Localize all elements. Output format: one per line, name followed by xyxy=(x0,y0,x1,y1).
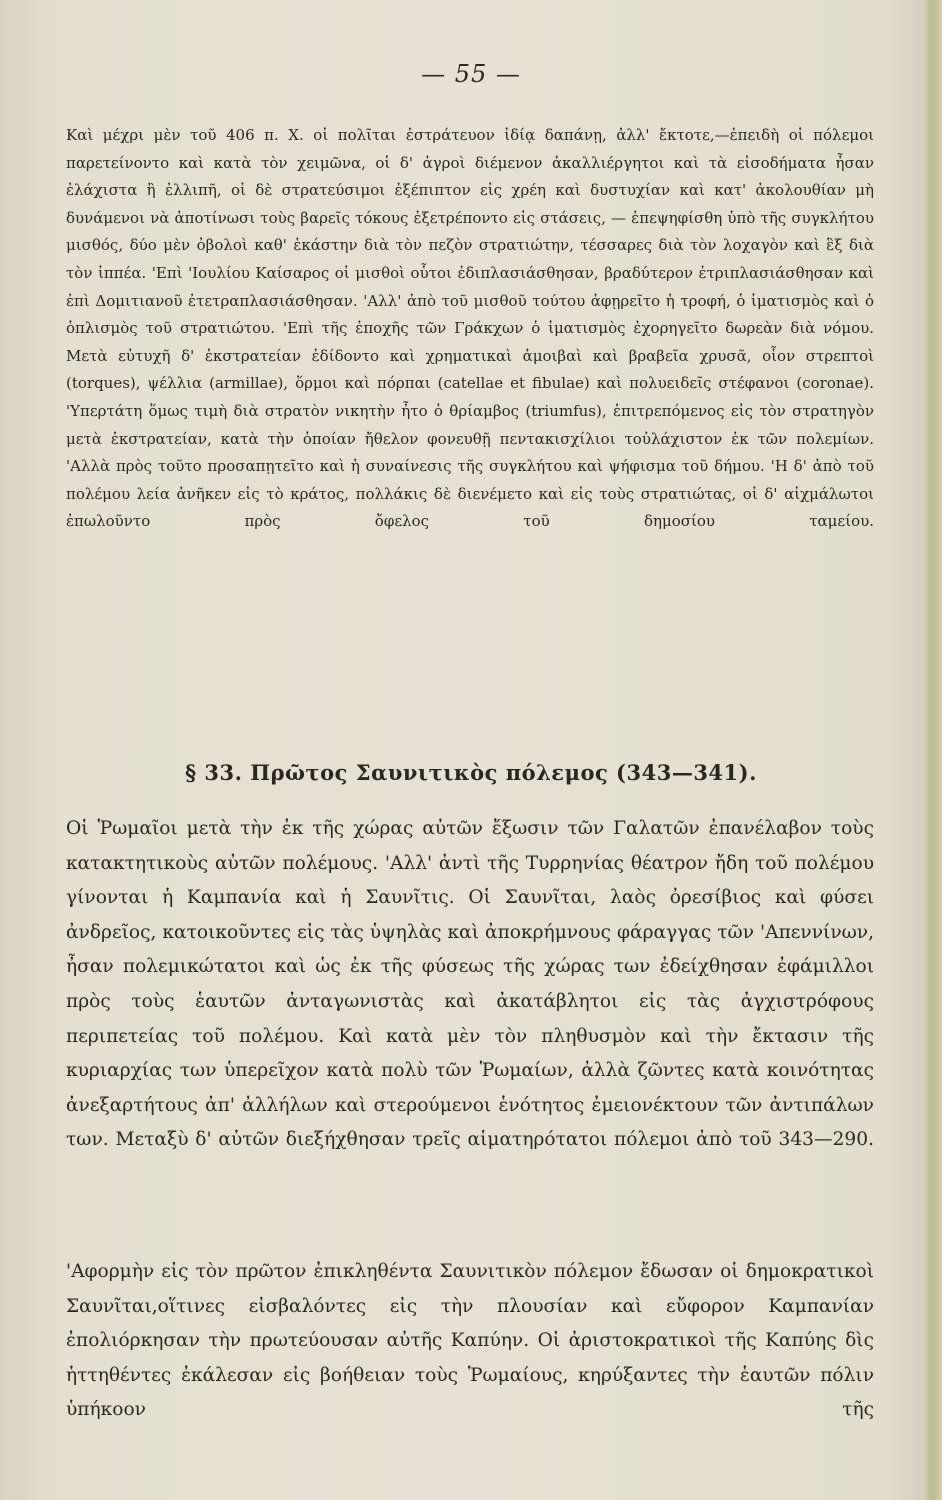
section-heading: § 33. Πρῶτος Σαυνιτικὸς πόλεμος (343—341). xyxy=(185,760,757,785)
paragraph-soldier-pay: Καὶ μέχρι μὲν τοῦ 406 π. Χ. οἱ πολῖται ἐστράτευον ἰδίᾳ δαπάνῃ, ἀλλ' ἔκτοτε,—ἐπειδὴ οἱ πόλεμοι παρετείνοντο καὶ κατὰ τὸν χειμῶνα, οἱ δ' ἀγροὶ διέμενον ἀκαλλιέργητοι καὶ τὰ εἰσοδήματα ἦσαν ἐλάχιστα ἢ ἐλλιπῆ, οἱ δὲ στρατεύσιμοι ἐξέπιπτον εἰς χρέη καὶ δυστυχίαν καὶ κατ' ἀκολουθίαν μὴ δυνάμενοι νὰ ἀποτίνωσι τοὺς βαρεῖς τόκους ἐξετρέποντο εἰς στάσεις, — ἐπεψηφίσθη ὑπὸ τῆς συγκλήτου μισθός, δύο μὲν ὀβολοὶ καθ' ἑκάστην διὰ τὸν πεζὸν στρατιώτην, τέσσαρες διὰ τὸν λοχαγὸν καὶ ἓξ διὰ τὸν ἱππέα. 'Επὶ 'Ιουλίου Καίσαρος οἱ μισθοὶ οὗτοι ἐδιπλασιάσθησαν, βραδύτερον ἐτριπλασιάσθησαν καὶ ἐπὶ Δομιτιανοῦ ἐτετραπλασιάσθησαν. 'Αλλ' ἀπὸ τοῦ μισθοῦ τούτου ἀφῃρεῖτο ἡ τροφή, ὁ ἱματισμὸς καὶ ὁ ὁπλισμὸς τοῦ στρατιώτου. 'Επὶ τῆς ἐποχῆς τῶν Γράκχων ὁ ἱματισμὸς ἐχορηγεῖτο δωρεὰν διὰ νόμου. Μετὰ εὐτυχῆ δ' ἐκστρατείαν ἐδίδοντο καὶ χρηματικαὶ ἀμοιβαὶ καὶ βραβεῖα χρυσᾶ, οἷον στρεπτοὶ (torques), ψέλλια (armillae), ὅρμοι καὶ πόρπαι (catellae et fibulae) καὶ πολυειδεῖς στέφανοι (coronae). 'Υπερτάτη ὅμως τιμὴ διὰ στρατὸν νικητὴν ἦτο ὁ θρίαμβος (triumfus), ἐπιτρεπόμενος εἰς τὸν στρατηγὸν μετὰ ἐκστρατείαν, κατὰ τὴν ὁποίαν ἤθελον φονευθῇ πεντακισχίλιοι τοὐλάχιστον ἐκ τῶν πολεμίων. 'Αλλὰ πρὸς τοῦτο προσαπῃτεῖτο καὶ ἡ συναίνεσις τῆς συγκλήτου καὶ ψήφισμα τοῦ δήμου. 'Η δ' ἀπὸ τοῦ πολέμου λεία ἀνῆκεν εἰς τὸ κράτος, πολλάκις δὲ διενέμετο καὶ εἰς τοὺς στρατιώτας, οἱ δ' αἰχμάλωτοι ἐπωλοῦντο πρὸς ὄφελος τοῦ δημοσίου ταμείου. xyxy=(66,126,874,531)
page-binding-edge xyxy=(924,0,942,1500)
page-number: — 55 — xyxy=(421,60,521,88)
paragraph-war-cause: 'Αφορμὴν εἰς τὸν πρῶτον ἐπικληθέντα Σαυνιτικὸν πόλεμον ἔδωσαν οἱ δημοκρατικοὶ Σαυνῖται,οἵτινες εἰσβαλόντες εἰς τὴν πλουσίαν καὶ εὔφορον Καμπανίαν ἐπολιόρκησαν τὴν πρωτεύουσαν αὐτῆς Καπύην. Οἱ ἀριστοκρατικοὶ τῆς Καπύης δὶς ἡττηθέντες ἐκάλεσαν εἰς βοήθειαν τοὺς Ῥωμαίους, κηρύξαντες τὴν ἑαυτῶν πόλιν ὑπήκοον τῆς xyxy=(66,1261,874,1421)
paragraph-samnites-intro: Οἱ Ῥωμαῖοι μετὰ τὴν ἐκ τῆς χώρας αὐτῶν ἔξωσιν τῶν Γαλατῶν ἐπανέλαβον τοὺς κατακτητικοὺς αὐτῶν πολέμους. 'Αλλ' ἀντὶ τῆς Τυρρηνίας θέατρον ἤδη τοῦ πολέμου γίνονται ἡ Καμπανία καὶ ἡ Σαυνῖτις. Οἱ Σαυνῖται, λαὸς ὀρεσίβιος καὶ φύσει ἀνδρεῖος, κατοικοῦντες εἰς τὰς ὑψηλὰς καὶ ἀποκρήμνους φάραγγας τῶν 'Απεννίνων, ἦσαν πολεμικώτατοι καὶ ὡς ἐκ τῆς φύσεως τῆς χώρας των ἐδείχθησαν ἐφάμιλλοι πρὸς τοὺς ἑαυτῶν ἀνταγωνιστὰς καὶ ἀκατάβλητοι εἰς τὰς ἀγχιστρόφους περιπετείας τοῦ πολέμου. Καὶ κατὰ μὲν τὸν πληθυσμὸν καὶ τὴν ἔκτασιν τῆς κυριαρχίας των ὑπερεῖχον κατὰ πολὺ τῶν Ῥωμαίων, ἀλλὰ ζῶντες κατὰ κοινότητας ἀνεξαρτήτους ἀπ' ἀλλήλων καὶ στερούμενοι ἑνότητος ἐμειονέκτουν τῶν ἀντιπάλων των. Μεταξὺ δ' αὐτῶν διεξήχθησαν τρεῖς αἱματηρότατοι πόλεμοι ἀπὸ τοῦ 343—290. xyxy=(66,818,874,1151)
